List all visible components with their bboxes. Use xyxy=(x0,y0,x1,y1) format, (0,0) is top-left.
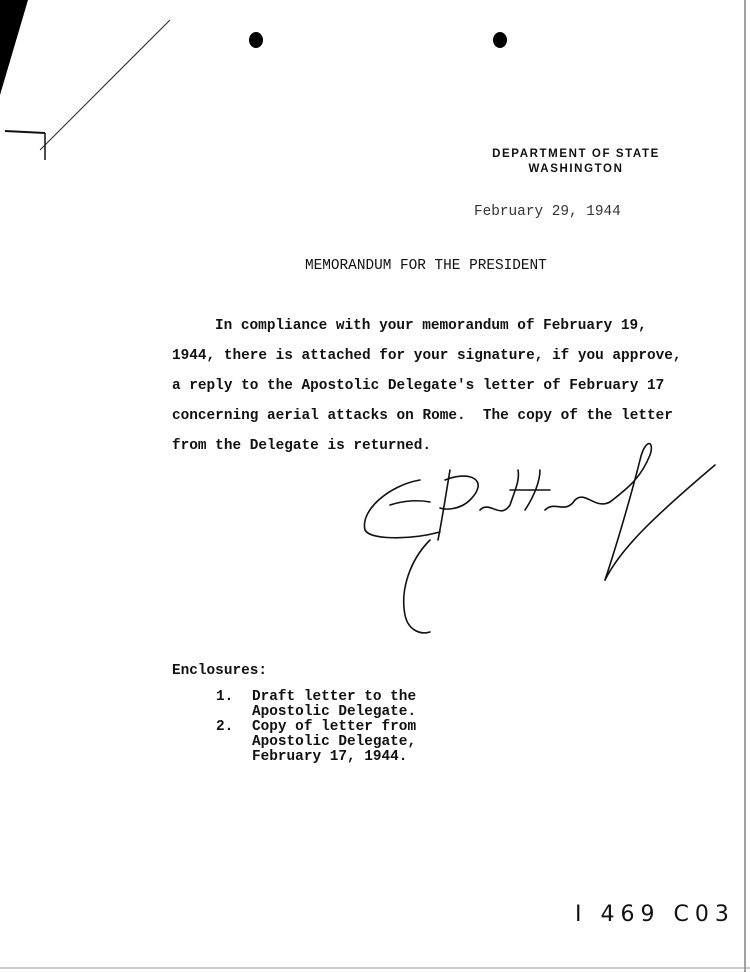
memo-date: February 29, 1944 xyxy=(474,204,621,220)
body-line: a reply to the Apostolic Delegate's letter of February 17 xyxy=(172,378,665,394)
enclosures-label: Enclosures: xyxy=(172,663,267,679)
enclosure-line: February 17, 1944. xyxy=(252,749,408,765)
body-line: 1944, there is attached for your signature, if you approve, xyxy=(172,348,682,364)
enclosure-line: Copy of letter from xyxy=(252,719,417,735)
enclosure-line: Apostolic Delegate. xyxy=(252,704,417,720)
enclosure-number: 2. xyxy=(216,719,234,735)
handwritten-code: I 469 C03 xyxy=(575,902,735,927)
enclosure-line: Apostolic Delegate, xyxy=(252,734,417,750)
signature xyxy=(350,440,730,640)
body-line: In compliance with your memorandum of February 19, xyxy=(215,318,647,334)
enclosures xyxy=(172,663,416,765)
enclosure-item xyxy=(216,720,416,765)
enclosure-line: Draft letter to the xyxy=(252,689,417,705)
body-line: from the Delegate is returned. xyxy=(172,438,432,454)
letterhead-city: WASHINGTON xyxy=(528,163,624,175)
enclosure-item xyxy=(216,690,416,720)
body-line: concerning aerial attacks on Rome. The copy of the letter xyxy=(172,408,673,424)
letterhead-department: DEPARTMENT OF STATE xyxy=(492,148,660,160)
enclosure-number: 1. xyxy=(216,689,234,705)
enclosure-list xyxy=(216,690,416,765)
letterhead xyxy=(466,148,686,175)
memo-title: MEMORANDUM FOR THE PRESIDENT xyxy=(305,258,547,274)
